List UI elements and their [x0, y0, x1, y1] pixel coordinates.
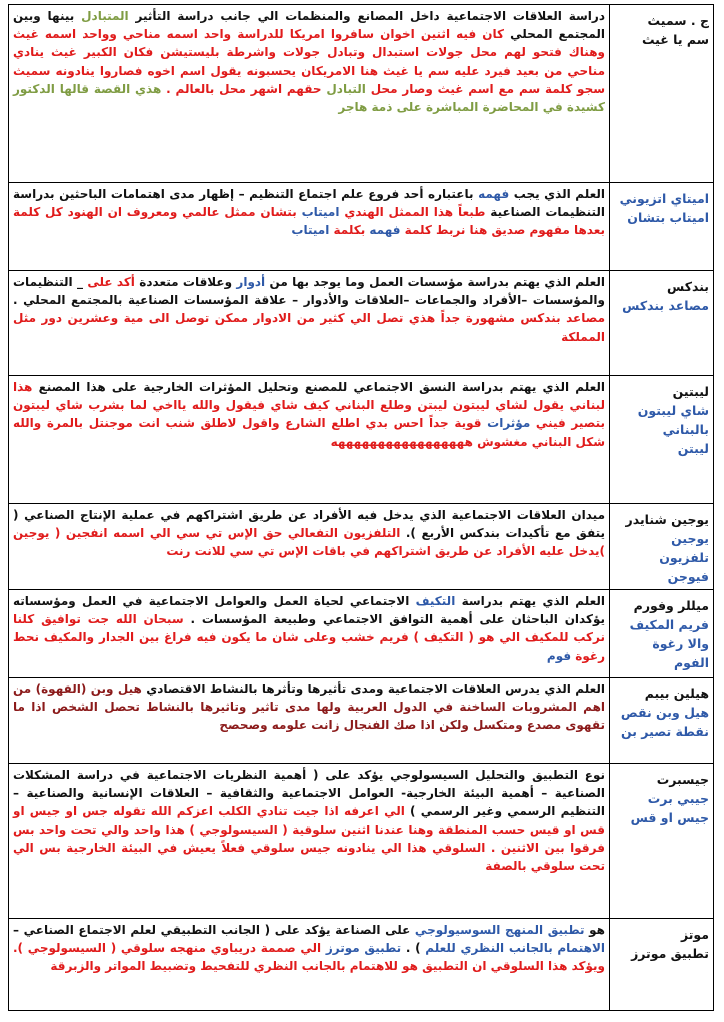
name-line: جيبي برت	[647, 791, 709, 806]
text-run: بينها وبين المجتمع المحلي	[13, 9, 605, 42]
name-cell	[610, 504, 714, 590]
name-line: ميللر وفورم	[633, 598, 709, 613]
text-run: المتبادل	[74, 9, 129, 23]
text-run: ) .	[401, 941, 421, 956]
name-line: اميتاب بتشان	[627, 210, 709, 225]
text-run: وعلاقات متعددة	[134, 275, 233, 289]
text-run: التبادل	[321, 81, 366, 96]
text-run: العلم الذي يدرس العلاقات الاجتماعية ومدى تأثيرها وتأثرها بالنشاط الاقتصادي	[141, 682, 605, 696]
text-run: هنا الامريكان يحسبونه يقول اسم اخوه فصاروا ينادونه سميث سجو كلمة سم مع اسم غيث وصار محل	[13, 63, 606, 96]
text-run: بكلمة	[329, 223, 366, 238]
text-run: السلوقي هذا الي ينادونه جيس سلوقي فعلاً يعيش في البيئة الخارجية بس الي تحت سلوقي بالصفة	[13, 840, 605, 874]
text-run: قوية جداً احس بدي اطلع الشارع واقول لاطلق شنب انت موجنتل بالمرة	[41, 416, 482, 431]
text-run: الاجتماعي لحياة العمل والعوامل الاجتماعية في العمل ومؤسساته يؤكدان الباحثان على أهمية التوافق الاجتماعي وطبيعة المؤسسات .	[13, 594, 605, 627]
description-cell	[9, 764, 610, 919]
name-line: هيل وبن نقص نقطة تصير بن	[620, 705, 709, 739]
name-line: مصاعد بندكس	[622, 298, 709, 313]
name-line: تطبيق موترز	[631, 946, 709, 961]
name-line: تلفزيون فيوجن	[659, 550, 709, 584]
name-cell	[610, 376, 714, 504]
name-line: يوجين شنايدر	[625, 512, 709, 527]
name-cell	[610, 590, 714, 678]
text-run: العلم الذي يجب	[509, 187, 605, 201]
name-line: يوجين	[671, 531, 709, 546]
text-run: هيل وبن (القهوة) من اهم المشروبات الساخنة في الدول العربية ولها مدى تاثير وتاثيرها بالنشاط تحصل الشخص اذا ما تقهوى مصدع ومتكسل ولكن اذا صك الفنجال زانت علومه وصحصح	[13, 682, 605, 733]
name-line: اميتاي اتزيوني	[619, 191, 709, 206]
text-run: تطبيق المنهج السوسيولوجي	[410, 923, 585, 937]
text-run: هو	[584, 923, 605, 937]
description-cell	[9, 376, 610, 504]
text-run: الي صممة دريباوي منهجه سلوقي ( السيسولوجي ). ويؤكد هذا السلوقي ان التطبيق هو للاهتمام بالجانب النظري للتفحيط وتضبيط المواتر والزبرقة	[13, 941, 605, 974]
description-cell	[9, 504, 610, 590]
name-line: ليبتن	[677, 441, 709, 456]
name-line: جيسبرت	[656, 772, 709, 787]
name-cell	[610, 271, 714, 376]
table-row	[9, 271, 714, 376]
text-run: أدوار	[232, 275, 266, 289]
text-run: سبحان الله جت توافيق كلنا نركب للمكيف الي هو ( التكيف ) فريم خشب وعلى شان ما يكون فيه فراغ بين الجدار والمكيف نحط رغوة	[13, 612, 605, 663]
text-run: هذا لبناني يقول لشاي ليبتون ليبتن وطلع البناني كيف شاي فيقول والله يااخي لما بشرب شاي ليبتون بتصير فيني	[13, 380, 605, 431]
text-run: باعتباره أحد فروع علم اجتماع التنظيم – إظهار مدى اهتمامات الباحثين بدراسة التنظيمات الصناعية	[13, 187, 605, 220]
text-run: مؤثرات	[481, 416, 531, 431]
text-run: ميدان العلاقات الاجتماعية الذي يدخل فيه الأفراد عن طريق اشتراكهم في عملية الإنتاج الصناعي ( يتفق مع تأكيدات بندكس الأربع ).	[13, 508, 605, 541]
description-cell	[9, 183, 610, 271]
text-run: _ التنظيمات والمؤسسات –الأفراد والجماعات –العلاقات والأدوار – علاقة المؤسسات الصناعية بالمجتمع المحلي .	[13, 275, 605, 308]
text-run: على الصناعة يؤكد على ( الجانب التطبيقي لعلم الاجتماع الصناعي –	[13, 923, 411, 937]
table-row	[9, 590, 714, 678]
name-line: موتز	[680, 927, 709, 942]
text-run: العلم الذي يهتم بدراسة	[455, 594, 605, 608]
description-cell	[9, 678, 610, 764]
table-row	[9, 376, 714, 504]
text-run: التكيف	[409, 594, 456, 608]
text-run: أكد على	[82, 275, 135, 289]
description-cell	[9, 919, 610, 1011]
text-run: طبعاً هذا الممثل الهندي	[339, 205, 486, 220]
text-run: العلم الذي يهتم بدراسة مؤسسات العمل وما يوجد بها من	[265, 275, 605, 289]
description-cell	[9, 590, 610, 678]
text-run: فهمه	[365, 223, 401, 238]
table-row	[9, 678, 714, 764]
text-run: مصاعد بندكس مشهورة جداً هذي تصل الي كثير من الادوار ممكن توصل الى مية وعشرين دور	[36, 311, 605, 326]
table-row	[9, 919, 714, 1011]
text-run: الاهتمام بالجانب النظري للعلم	[420, 941, 605, 956]
name-line: فريم المكيف والا رغوة الفوم	[629, 617, 709, 670]
name-cell	[610, 183, 714, 271]
description-cell	[9, 5, 610, 183]
text-run: هذي القصة قالها الدكتور كشيدة في المحاضرة المباشرة على ذمة هاجر	[13, 81, 605, 115]
name-line: جيس او قس	[630, 810, 709, 825]
text-run: مثل المملكة	[13, 311, 605, 344]
name-line: ليبتين	[672, 384, 709, 399]
text-run: تطبيق موترز	[321, 941, 402, 956]
name-line: سم يا غيث	[641, 32, 709, 47]
description-cell	[9, 271, 610, 376]
mnemonic-table	[8, 4, 714, 1011]
name-line: هيلين بيبم	[644, 686, 709, 701]
text-run: كان فيه اثنين اخوان سافروا امريكا للدراسة واحد اسمه مناحي وواحد اسمه غيث وهناك فتحو لهم محل جولات استبدال وتبادل جولات واشرطة بليستيشن فكان الكبير غيث ينادي مناحي من بعيد فيرد عليه سم يا غيث	[13, 27, 605, 78]
table-row	[9, 5, 714, 183]
name-cell	[610, 764, 714, 919]
name-line: شاي ليبتون بالبناني	[637, 403, 709, 437]
text-run: العلم الذي يهتم بدراسة النسق الاجتماعي للمصنع وتحليل المؤثرات الخارجية على هذا المصنع	[32, 380, 605, 394]
text-run: اميتاب	[296, 205, 340, 220]
name-line: بندكس	[667, 279, 709, 294]
table-row	[9, 504, 714, 590]
text-run: اميتاب	[291, 223, 330, 238]
name-line: ج . سميث	[647, 13, 709, 28]
text-run: بتشان ممثل عالمي ومعروف ان الهنود كل كلمة بعدها مفهوم صديق هنا نربط كلمة	[13, 205, 605, 238]
text-run: فوم	[546, 648, 572, 663]
text-run: دراسة العلاقات الاجتماعية داخل المصانع والمنظمات الي جانب دراسة التأثير	[128, 9, 605, 23]
name-cell	[610, 919, 714, 1011]
text-run: يدخل عليه الأفراد عن طريق اشتراكهم في باقات الإس تي سي للانت رنت	[166, 544, 600, 559]
text-run: نوع التطبيق والتحليل السيسولوجي يؤكد على ( أهمية النظريات الاجتماعية في دراسة المشكلات الصناعية – أهمية البيئة الخارجية- العوامل الاجتماعية والثقافية – العلاقات الإنسانية والصناعية – التنظيم الرسمي وغير الرسمي )	[13, 768, 605, 819]
table-row	[9, 183, 714, 271]
text-run: والله شكل البناني مغشوش هههههههههههههههههه	[13, 416, 605, 449]
text-run: حقهم اشهر محل بالعالم .	[161, 81, 322, 96]
text-run: الي اعرفه اذا جيت تنادي الكلب اعزكم الله تقوله جس او جيس او قس او قيس حسب المنطقة وهنا عندنا اثنين سلوقية ( السيسولوجي ) هذا واحد والي تحت واحد بس فرقوا بين الاثنين .	[13, 804, 605, 855]
text-run: التلفزيون التفعالي حق الإس تي سي الي اسمه انفجين ( يوجين )	[13, 526, 605, 559]
name-cell	[610, 678, 714, 764]
table-row	[9, 764, 714, 919]
name-cell	[610, 5, 714, 183]
text-run: فهمه	[473, 187, 510, 201]
